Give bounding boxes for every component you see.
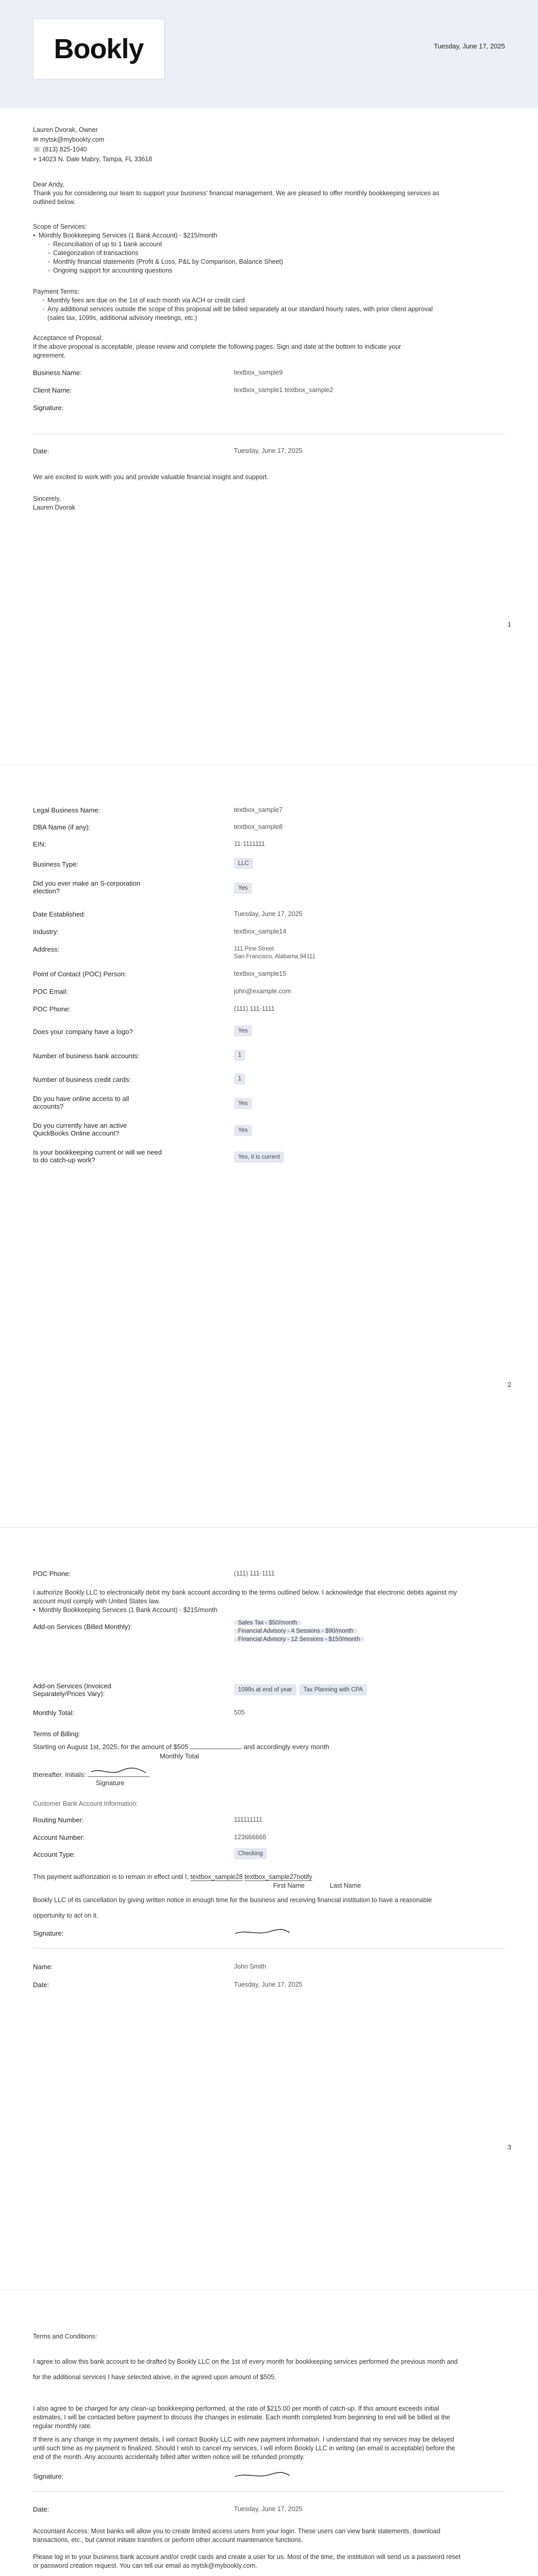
- page-3: [0, 1528, 538, 2290]
- owner-address: ⌖ 14023 N. Dale Mabry, Tampa, FL 33618: [33, 156, 153, 163]
- addon-pill[interactable]: Sales Tax - $50/month: [234, 1620, 301, 1625]
- field-label: Number of business bank accounts:: [33, 1052, 140, 1060]
- addon-pill[interactable]: Financial Advisory - 12 Sessions - $150/month: [234, 1637, 364, 1642]
- field-label: Signature:: [33, 2472, 64, 2480]
- field-label: POC Phone:: [33, 1005, 71, 1013]
- addon-pill[interactable]: Tax Planning with CPA: [299, 1684, 367, 1696]
- field-label: Did you ever make an S-corporation election?: [33, 879, 141, 895]
- field-label: Routing Number:: [33, 1816, 84, 1824]
- signature-field[interactable]: [234, 1927, 291, 1939]
- field-label: Legal Business Name:: [33, 806, 100, 814]
- field-label: Does your company have a logo?: [33, 1028, 133, 1036]
- account-value[interactable]: 123666666: [234, 1834, 266, 1841]
- field-label: Monthly Total:: [33, 1709, 74, 1717]
- field-label: Number of business credit cards:: [33, 1076, 131, 1083]
- field-label: Address:: [33, 945, 60, 953]
- authorization-prefix: This payment authorization is to remain in effect until I,: [33, 1873, 189, 1880]
- field-label: Do you currently have an active QuickBooks Online account?: [33, 1122, 127, 1137]
- field-label: POC Phone:: [33, 1570, 71, 1578]
- field-label: DBA Name (if any):: [33, 823, 91, 831]
- bank-accounts-pill[interactable]: 1: [234, 1049, 245, 1061]
- page-1: [0, 0, 538, 765]
- client-name-value[interactable]: textbox_sample1 textbox_sample2: [234, 386, 333, 394]
- terms-para-4: Accountant Access: Most banks will allow you to create limited access users from your login. These users can view bank statements, download transactions, etc., but cannot initiate transfers or perform other account maintenance functions.: [33, 2528, 441, 2544]
- field-label: Date:: [33, 1981, 49, 1989]
- email-icon: ✉: [33, 136, 39, 143]
- field-label: Client Name:: [33, 386, 72, 394]
- greeting: Dear Andy,: [33, 181, 64, 188]
- header-date: Tuesday, June 17, 2025: [433, 42, 505, 50]
- acceptance-text: If the above proposal is acceptable, please review and complete the following pages. Sign and date at the bottom to indicate your agreement.: [33, 343, 401, 359]
- field-label: Date:: [33, 447, 49, 455]
- field-label: Date:: [33, 2505, 49, 2513]
- field-label: Add-on Services (Billed Monthly):: [33, 1623, 132, 1631]
- field-label: Account Number:: [33, 1834, 85, 1841]
- dba-value[interactable]: textbox_sample8: [234, 823, 283, 831]
- field-label: Signature:: [33, 1929, 64, 1937]
- industry-value[interactable]: textbox_sample14: [234, 928, 287, 935]
- field-label: Business Name:: [33, 369, 82, 377]
- logo-box: [33, 19, 164, 79]
- terms-start: Starting on August 1st, 2025, for the amount of $505: [33, 1743, 189, 1751]
- terms-para-2: I also agree to be charged for any clean-up bookkeeping performed, at the rate of $215.00 per month of catch-up. If this amount exceeds initial estimates, I will be contacted before payment to discuss the changes in estimate. Each month completed from beginning to end will be billed at the regular monthly rate.: [33, 2405, 450, 2430]
- page-number: 2: [507, 1381, 511, 1388]
- payment-list: [33, 296, 505, 323]
- credit-cards-pill[interactable]: 1: [234, 1073, 245, 1084]
- monthly-total-value[interactable]: 505: [234, 1709, 245, 1716]
- payment-item: ◦ Any additional services outside the scope of this proposal will be billed separately at our standard hourly rates, with prior client approval (sales tax, 1099s, additional advisory meetings, etc.): [42, 305, 434, 323]
- s-corp-pill[interactable]: Yes: [234, 883, 252, 894]
- account-type-pill[interactable]: Checking: [234, 1848, 267, 1859]
- payment-item: ◦ Monthly fees are due on the 1st of each month via ACH or credit card: [42, 296, 505, 305]
- poc-email-value[interactable]: john@example.com: [234, 988, 291, 995]
- field-label: Name:: [33, 1963, 53, 1971]
- scope-item: ◦ Reconciliation of up to 1 bank account: [48, 240, 505, 249]
- first-name-value[interactable]: textbox_sample28: [190, 1873, 243, 1880]
- addon-pill[interactable]: 1099s at end of year: [234, 1684, 296, 1696]
- auth-item: • Monthly Bookkeeping Services (1 Bank Account) - $215/month: [33, 1606, 505, 1615]
- scope-item: ◦ Monthly financial statements (Profit & Loss, P&L by Comparison, Balance Sheet): [48, 258, 505, 266]
- field-label: EIN:: [33, 840, 46, 848]
- page-2: [0, 765, 538, 1528]
- field-label: Industry:: [33, 928, 59, 936]
- ein-value[interactable]: 11-1111111: [234, 840, 265, 848]
- logo-pill[interactable]: Yes: [234, 1025, 252, 1037]
- sincerely: Sincerely,: [33, 495, 61, 502]
- authorization-suffix: Bookly LLC of its cancellation by giving written notice in enough time for the business and receiving financial institution to have a reasonable opportunity to act on it.: [33, 1896, 432, 1919]
- address-value[interactable]: 111 Pine Street San Francisco, Alabama 94111: [234, 946, 316, 960]
- date-value[interactable]: Tuesday, June 17, 2025: [234, 447, 302, 454]
- owner-name: Lauren Dvorak, Owner: [33, 126, 98, 133]
- auth-text: I authorize Bookly LLC to electronically debit my bank account according to the terms outlined below. I acknowledge that electronic debits against my account must comply with United States law.: [33, 1589, 457, 1605]
- field-label: Do you have online access to all accounts?: [33, 1095, 129, 1110]
- signature-icon: [234, 2470, 291, 2481]
- thereafter-text: thereafter. Initials:: [33, 1771, 86, 1778]
- name-value[interactable]: John Smith: [234, 1963, 266, 1970]
- bookkeeping-current-pill[interactable]: Yes, it is current: [234, 1151, 284, 1163]
- acceptance-title: Acceptance of Proposal:: [33, 334, 103, 342]
- field-label: Terms of Billing:: [33, 1730, 80, 1738]
- field-label: Date Established:: [33, 910, 86, 918]
- page-4: [0, 2290, 538, 2576]
- scope-item: ◦ Categorization of transactions: [48, 249, 505, 258]
- scope-item: ◦ Ongoing support for accounting questions: [48, 266, 505, 275]
- initials-signature-icon: [90, 1767, 147, 1777]
- legal-name-value[interactable]: textbox_sample7: [234, 806, 283, 814]
- poc-person-value[interactable]: textbox_sample15: [234, 970, 287, 977]
- online-access-pill[interactable]: Yes: [234, 1098, 252, 1109]
- closing-text: We are excited to work with you and provide valuable financial insight and support.: [33, 473, 268, 481]
- payment-title: Payment Terms:: [33, 288, 80, 295]
- field-label: Signature:: [33, 404, 64, 412]
- field-label: Account Type:: [33, 1851, 76, 1858]
- date-value[interactable]: Tuesday, June 17, 2025: [234, 2505, 302, 2513]
- page-number: 1: [507, 620, 511, 628]
- field-label: Point of Contact (POC) Person:: [33, 970, 127, 978]
- field-label: Business Type:: [33, 860, 78, 868]
- terms-para-5: Please log in to your business bank account and/or credit cards and create a user for us. Most of the time, the institution will send us a password reset or password creation request. You can tell our email as mytsk@mybookly.com.: [33, 2553, 461, 2569]
- signature-field[interactable]: [234, 2470, 291, 2482]
- owner-email: ✉ mytsk@mybookly.com: [33, 136, 105, 143]
- business-name-value[interactable]: textbox_sample9: [234, 369, 283, 376]
- qbo-pill[interactable]: Yes: [234, 1125, 252, 1136]
- routing-value[interactable]: 111111111: [234, 1816, 263, 1823]
- poc-phone-value[interactable]: (111) 111-1111: [234, 1005, 275, 1012]
- phone-icon: ☏: [33, 146, 41, 153]
- date-value[interactable]: Tuesday, June 17, 2025: [234, 1981, 302, 1988]
- field-label: Is your bookkeeping current or will we need to do catch-up work?: [33, 1148, 162, 1164]
- terms-para-3: If there is any change in my payment details, I will contact Bookly LLC with new payment information. I understand that my services may be delayed until such time as my payment is finalized. Should I wish to cancel my services, I will inform Bookly LLC in writing (an email is acceptable) before the end of the month. Any accounts accidentally billed after written notice will be refunded promptly.: [33, 2436, 456, 2461]
- scope-list: [33, 231, 505, 275]
- terms-end: and accordingly every month: [243, 1743, 329, 1751]
- divider: [33, 2491, 505, 2492]
- owner-phone: ☏ (813) 825-1040: [33, 146, 87, 153]
- poc-phone-value[interactable]: (111) 111-1111: [234, 1570, 275, 1577]
- first-name-caption: First Name: [273, 1882, 305, 1889]
- field-label: Add-on Services (Invoiced Separately/Prices Vary):: [33, 1682, 111, 1698]
- terms-title: Terms and Conditions:: [33, 2333, 97, 2340]
- monthly-total-caption: Monthly Total: [160, 1752, 199, 1760]
- initials-line[interactable]: [88, 1770, 149, 1777]
- date-established-value[interactable]: Tuesday, June 17, 2025: [234, 910, 302, 918]
- last-name-caption: Last Name: [330, 1882, 361, 1889]
- last-name-value[interactable]: textbox_sample27notify: [244, 1873, 312, 1880]
- location-icon: ⌖: [33, 156, 37, 163]
- terms-para-1: I agree to allow this bank account to be drafted by Bookly LLC on the 1st of every month for bookkeeping services performed the previous month and for the additional services I have selected above, in the agreed upon amount of $505.: [33, 2358, 458, 2381]
- business-type-pill[interactable]: LLC: [234, 858, 253, 869]
- signature-caption: Signature: [96, 1779, 125, 1787]
- scope-main: • Monthly Bookkeeping Services (1 Bank Account) - $215/month ◦ Reconciliation of up to 1 bank account ◦ Categorization of transactions ◦ Monthly financial statements (Profit & Loss, P&L by Comparison, Balance Sheet) ◦ Ongoing support for accounting questions: [33, 231, 505, 275]
- scope-title: Scope of Services:: [33, 223, 87, 230]
- logo-text: Bookly: [54, 33, 144, 64]
- sign-name: Lauren Dvorak: [33, 504, 75, 511]
- addon-pill[interactable]: Financial Advisory - 4 Sessions - $90/month: [234, 1629, 358, 1634]
- intro-text: Thank you for considering our team to support your business' financial management. We are pleased to offer monthly bookkeeping services as outlined below.: [33, 190, 440, 206]
- field-label: POC Email:: [33, 988, 68, 995]
- signature-icon: [234, 1927, 291, 1938]
- customer-info-title: Customer Bank Account Information:: [33, 1800, 138, 1807]
- page-number: 3: [507, 2143, 511, 2151]
